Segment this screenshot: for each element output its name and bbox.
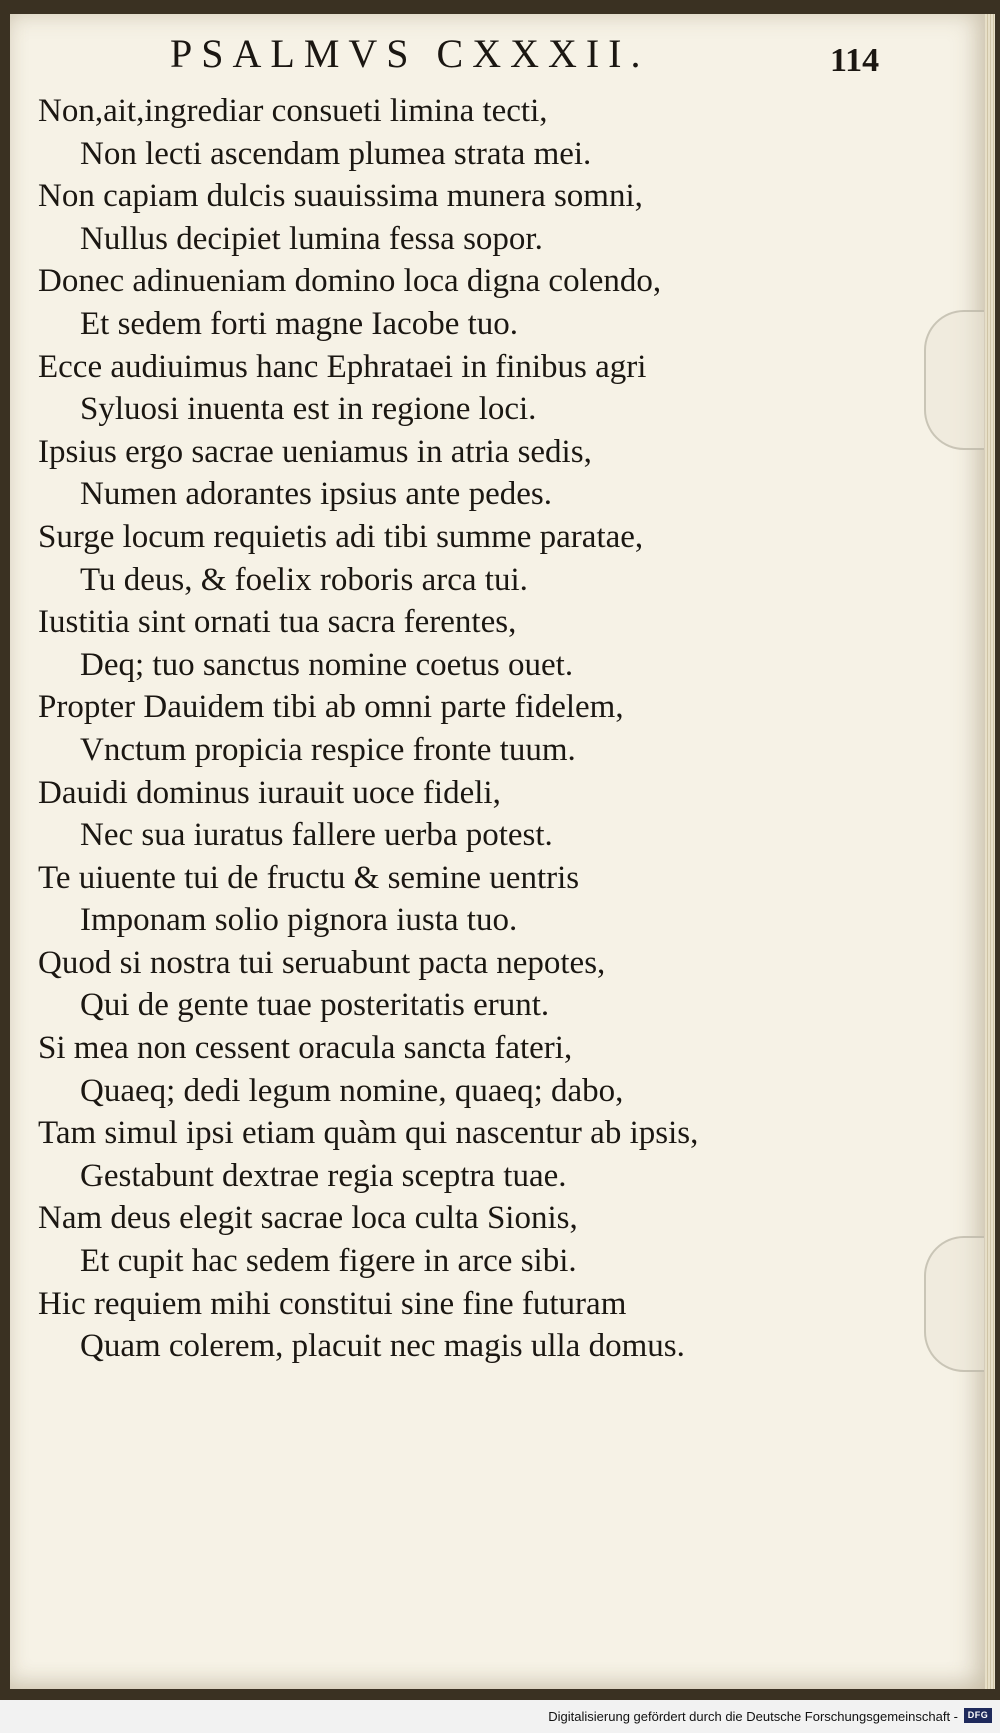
verse-line: Qui de gente tuae posteritatis erunt. (80, 987, 550, 1024)
verse-line: Quam colerem, placuit nec magis ulla domus. (80, 1328, 685, 1365)
verse-line: Et cupit hac sedem figere in arce sibi. (80, 1243, 577, 1280)
verse-line: Non lecti ascendam plumea strata mei. (80, 135, 592, 172)
verse-line: Si mea non cessent oracula sancta fateri, (38, 1030, 573, 1067)
verse-line: Gestabunt dextrae regia sceptra tuae. (80, 1157, 567, 1194)
verse-line: Propter Dauidem tibi ab omni parte fidelem, (38, 689, 624, 726)
psalm-verses (38, 90, 838, 1368)
verse-line: Dauidi dominus iurauit uoce fideli, (38, 774, 501, 811)
verse-line: Numen adorantes ipsius ante pedes. (80, 476, 552, 513)
page-number: 114 (830, 42, 880, 79)
verse-line: Iustitia sint ornati tua sacra ferentes, (38, 604, 517, 641)
page-edge (985, 14, 995, 1689)
verse-line: Donec adinueniam domino loca digna colendo, (38, 263, 662, 300)
verse-line: Surge locum requietis adi tibi summe paratae, (38, 518, 644, 555)
page-clip-top (924, 310, 984, 450)
verse-line: Hic requiem mihi constitui sine fine futuram (38, 1285, 627, 1322)
digitization-footer (0, 1700, 1000, 1733)
dfg-logo: DFG (964, 1708, 992, 1723)
verse-line: Tam simul ipsi etiam quàm qui nascentur ab ipsis, (38, 1115, 699, 1152)
funding-credit: Digitalisierung gefördert durch die Deutsche Forschungsgemeinschaft - (548, 1709, 958, 1724)
verse-line: Ipsius ergo sacrae ueniamus in atria sedis, (38, 433, 592, 470)
verse-line: Non capiam dulcis suauissima munera somni, (38, 178, 643, 215)
verse-line: Nec sua iuratus fallere uerba potest. (80, 817, 553, 854)
verse-line: Nullus decipiet lumina fessa sopor. (80, 220, 543, 257)
verse-line: Nam deus elegit sacrae loca culta Sionis, (38, 1200, 578, 1237)
verse-line: Ecce audiuimus hanc Ephrataei in finibus agri (38, 348, 647, 385)
verse-line: Quaeq; dedi legum nomine, quaeq; dabo, (80, 1072, 624, 1109)
verse-line: Non,ait,ingrediar consueti limina tecti, (38, 93, 548, 129)
verse-line: Vnctum propicia respice fronte tuum. (80, 731, 576, 768)
page-clip-bottom (924, 1236, 984, 1372)
verse-line: Te uiuente tui de fructu & semine uentris (38, 859, 580, 896)
verse-line: Quod si nostra tui seruabunt pacta nepotes, (38, 944, 606, 981)
verse-line: Et sedem forti magne Iacobe tuo. (80, 305, 519, 342)
verse-line: Deq; tuo sanctus nomine coetus ouet. (80, 646, 574, 683)
verse-line: Tu deus, & foelix roboris arca tui. (80, 561, 528, 598)
verse-line: Imponam solio pignora iusta tuo. (80, 902, 518, 939)
verse-line: Syluosi inuenta est in regione loci. (80, 391, 537, 428)
running-title: PSALMVS CXXXII. (170, 31, 650, 76)
